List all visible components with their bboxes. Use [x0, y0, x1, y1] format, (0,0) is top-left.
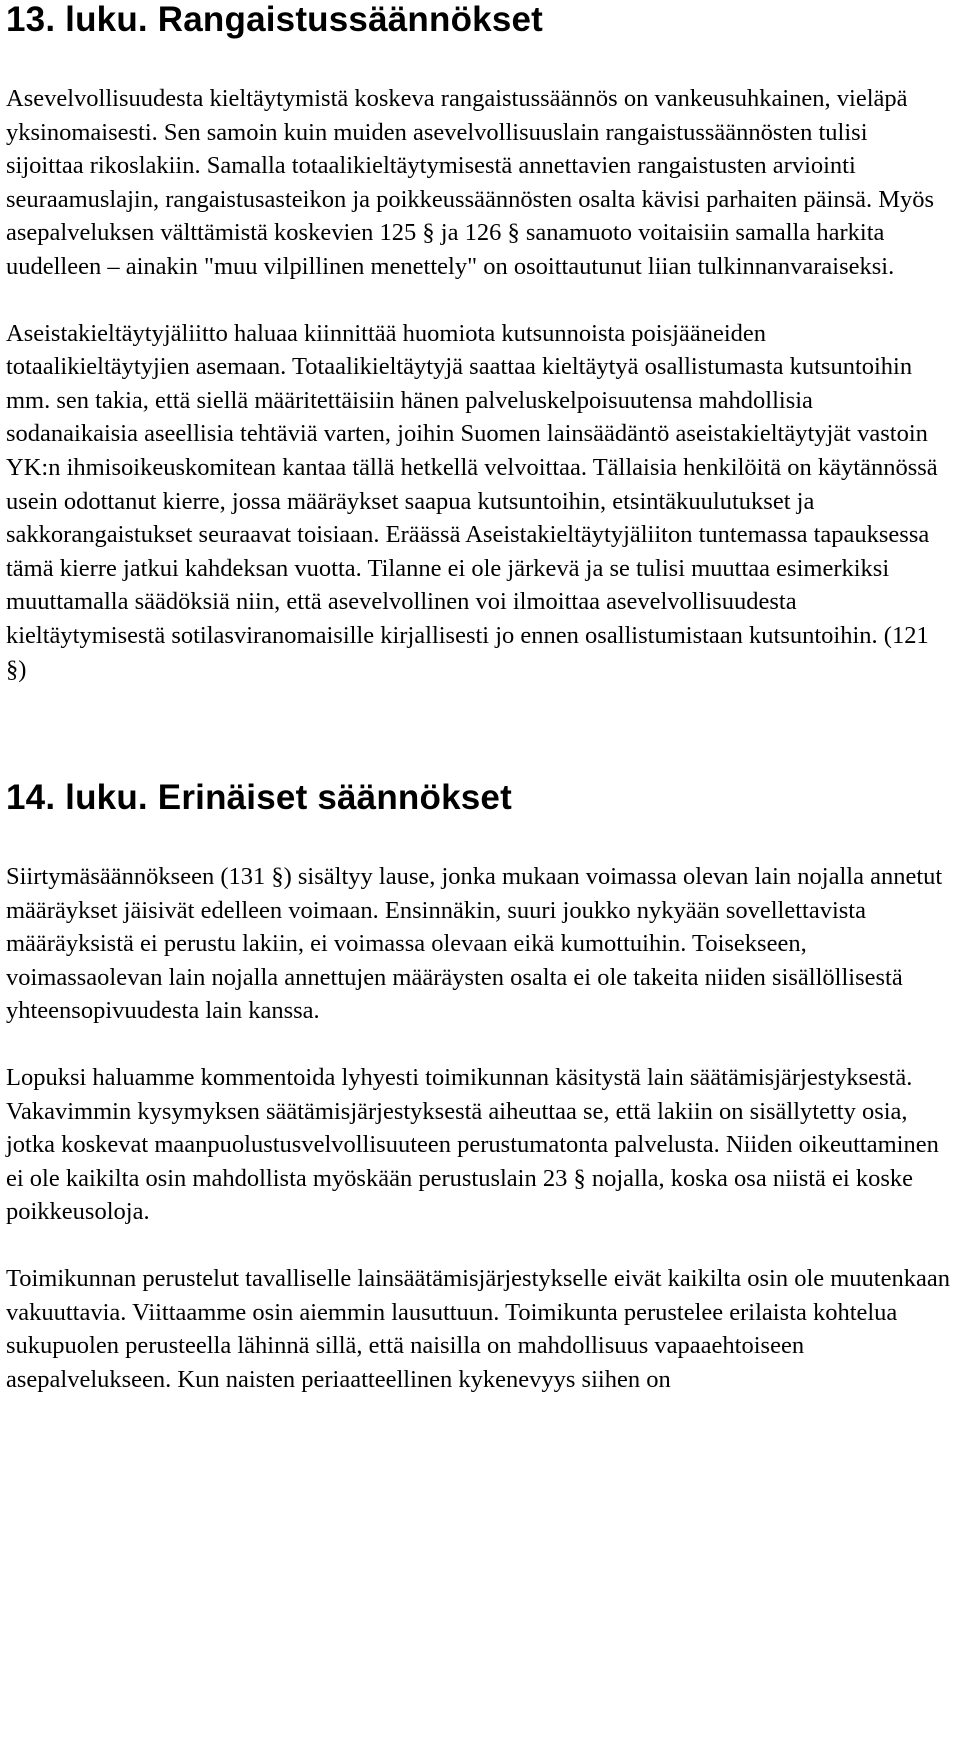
section-chapter-13 [6, 0, 950, 686]
chapter-14-paragraph-3: Toimikunnan perustelut tavalliselle lainsäätämisjärjestykselle eivät kaikilta osin ole muutenkaan vakuuttavia. Viittaamme osin aiemmin lausuttuun. Toimikunta perustelee erilaista kohtelua sukupuolen perusteella lähinnä sillä, että naisilla on mahdollisuus vapaaehtoiseen asepalvelukseen. Kun naisten periaatteellinen kykenevyys siihen on [6, 1265, 950, 1393]
chapter-14-heading: 14. luku. Erinäiset säännökset [6, 778, 512, 818]
chapter-13-paragraph-1: Asevelvollisuudesta kieltäytymistä koskeva rangaistussäännös on vankeusuhkainen, vieläpä yksinomaisesti. Sen samoin kuin muiden asevelvollisuuslain rangaistussäännösten tulisi sijoittaa rikoslakiin. Samalla totaalikieltäytymisestä annettavien rangaistusten arviointi seuraamuslajin, rangaistusasteikon ja poikkeussäännösten osalta kävisi parhaiten päinsä. Myös asepalveluksen välttämistä koskevien 125 § ja 126 § sanamuoto voitaisiin samalla harkita uudelleen – ainakin "muu vilpillinen menettely" on osoittautunut liian tulkinnanvaraiseksi. [6, 85, 935, 280]
chapter-14-paragraph-1: Siirtymäsäännökseen (131 §) sisältyy lause, jonka mukaan voimassa olevan lain nojalla annetut määräykset jäisivät edelleen voimaan. Ensinnäkin, suuri joukko nykyään sovellettavista määräyksistä ei perustu lakiin, ei voimassa olevaan eikä kumottuihin. Toisekseen, voimassaolevan lain nojalla annettujen määräysten osalta ei ole takeita niiden sisällöllisestä yhteensopivuudesta lain kanssa. [6, 863, 943, 1025]
chapter-13-paragraph-2: Aseistakieltäytyjäliitto haluaa kiinnittää huomiota kutsunnoista poisjääneiden totaalikieltäytyjien asemaan. Totaalikieltäytyjä saattaa kieltäytyä osallistumasta kutsuntoihin mm. sen takia, että siellä määritettäisiin hänen palveluskelpoisuutensa mahdollisia sodanaikaisia aseellisia tehtäviä varten, joihin Suomen lainsäädäntö aseistakieltäytyjät vastoin YK:n ihmisoikeuskomitean kantaa tällä hetkellä velvoittaa. Tällaisia henkilöitä on käytännössä usein odottanut kierre, jossa määräykset saapua kutsuntoihin, etsintäkuulutukset ja sakkorangaistukset seuraavat toisiaan. Eräässä Aseistakieltäytyjäliiton tuntemassa tapauksessa tämä kierre jatkui kahdeksan vuotta. Tilanne ei ole järkevä ja se tulisi muuttaa esimerkiksi muuttamalla säädöksiä niin, että asevelvollinen voi ilmoittaa asevelvollisuudesta kieltäytymisestä sotilasviranomaisille kirjallisesti jo ennen osallistumistaan kutsuntoihin. (121 §) [6, 319, 938, 683]
section-chapter-14 [6, 778, 950, 1396]
chapter-13-heading: 13. luku. Rangaistussäännökset [6, 0, 544, 39]
chapter-14-paragraph-2: Lopuksi haluamme kommentoida lyhyesti toimikunnan käsitystä lain säätämisjärjestyksestä. Vakavimmin kysymyksen säätämisjärjestyksestä aiheuttaa se, että lakiin on sisällytetty osia, jotka koskevat maanpuolustusvelvollisuuteen perustumatonta palvelusta. Niiden oikeuttaminen ei ole kaikilta osin mahdollista myöskään perustuslain 23 § nojalla, koska osa niistä ei koske poikkeusoloja. [6, 1064, 939, 1226]
